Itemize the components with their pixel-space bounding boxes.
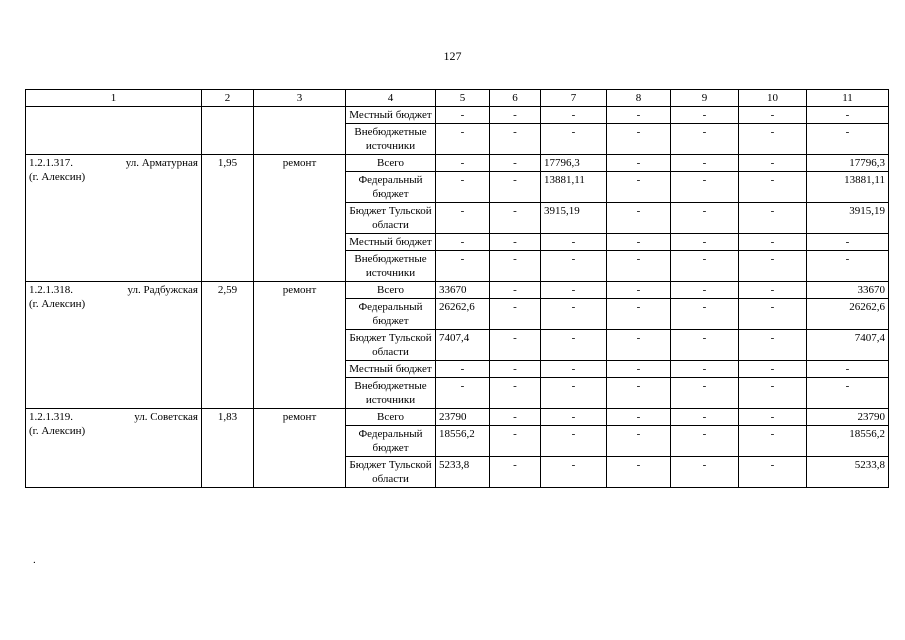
- value-cell-col7: -: [541, 361, 607, 378]
- value-cell-col7: -: [541, 330, 607, 361]
- funding-source-cell: Внебюджетные источники: [346, 378, 436, 409]
- value-cell-col6: -: [490, 234, 541, 251]
- budget-table: [25, 89, 889, 488]
- funding-source-cell: Всего: [346, 155, 436, 172]
- value-cell-col5: 18556,2: [436, 426, 490, 457]
- value-cell-col10: -: [739, 234, 807, 251]
- value-cell-col5: -: [436, 155, 490, 172]
- object-name-cell: [26, 409, 202, 488]
- value-cell-col5: -: [436, 107, 490, 124]
- value-cell-col10: -: [739, 378, 807, 409]
- value-cell-col5: 23790: [436, 409, 490, 426]
- object-code: 1.2.1.318.: [29, 284, 73, 296]
- value-cell-col7: -: [541, 299, 607, 330]
- value-cell-col10: -: [739, 172, 807, 203]
- value-cell-col6: -: [490, 203, 541, 234]
- value-cell-col9: -: [671, 457, 739, 488]
- value-cell-col8: -: [607, 251, 671, 282]
- value-cell-col7: -: [541, 124, 607, 155]
- value-cell-col10: -: [739, 203, 807, 234]
- value-cell-col11: -: [807, 361, 889, 378]
- value-cell-col9: -: [671, 124, 739, 155]
- value-cell-col9: -: [671, 203, 739, 234]
- header-cell: 11: [807, 90, 889, 107]
- value-cell-col9: -: [671, 251, 739, 282]
- empty-cell-col1: [26, 107, 202, 155]
- object-name-cell: [26, 155, 202, 282]
- value-cell-col7: 3915,19: [541, 203, 607, 234]
- value-cell-col8: -: [607, 361, 671, 378]
- value-cell-col8: -: [607, 282, 671, 299]
- header-cell: 4: [346, 90, 436, 107]
- value-cell-col11: 5233,8: [807, 457, 889, 488]
- value-cell-col6: -: [490, 426, 541, 457]
- object-street: ул. Советская: [134, 411, 198, 423]
- object-name-cell: [26, 282, 202, 409]
- object-city: (г. Алексин): [29, 298, 86, 310]
- work-type-cell: ремонт: [254, 282, 346, 409]
- object-code: 1.2.1.319.: [29, 411, 73, 423]
- value-cell-col9: -: [671, 282, 739, 299]
- value-cell-col11: 18556,2: [807, 426, 889, 457]
- funding-source-cell: Бюджет Тульской области: [346, 330, 436, 361]
- value-cell-col6: -: [490, 330, 541, 361]
- value-cell-col10: -: [739, 155, 807, 172]
- value-cell-col11: -: [807, 107, 889, 124]
- page-number: 127: [443, 49, 462, 63]
- header-cell: 3: [254, 90, 346, 107]
- value-cell-col9: -: [671, 378, 739, 409]
- object-city: (г. Алексин): [29, 171, 86, 183]
- funding-source-cell: Внебюджетные источники: [346, 251, 436, 282]
- value-cell-col10: -: [739, 282, 807, 299]
- value-cell-col8: -: [607, 107, 671, 124]
- funding-source-cell: Местный бюджет: [346, 361, 436, 378]
- value-cell-col7: -: [541, 378, 607, 409]
- header-cell: 7: [541, 90, 607, 107]
- table-row: [26, 409, 889, 426]
- value-cell-col11: 33670: [807, 282, 889, 299]
- value-cell-col9: -: [671, 409, 739, 426]
- value-cell-col9: -: [671, 107, 739, 124]
- value-cell-col8: -: [607, 457, 671, 488]
- value-cell-col10: -: [739, 457, 807, 488]
- value-cell-col10: -: [739, 251, 807, 282]
- value-cell-col9: -: [671, 299, 739, 330]
- table-row: [26, 155, 889, 172]
- funding-source-cell: Внебюджетные источники: [346, 124, 436, 155]
- value-cell-col6: -: [490, 457, 541, 488]
- value-cell-col11: -: [807, 234, 889, 251]
- value-cell-col8: -: [607, 124, 671, 155]
- funding-source-cell: Всего: [346, 282, 436, 299]
- value-cell-col11: 23790: [807, 409, 889, 426]
- value-cell-col5: 7407,4: [436, 330, 490, 361]
- value-cell-col8: -: [607, 378, 671, 409]
- empty-cell-col2: [202, 107, 254, 155]
- value-cell-col10: -: [739, 299, 807, 330]
- value-cell-col7: -: [541, 251, 607, 282]
- value-cell-col11: -: [807, 378, 889, 409]
- work-type-cell: ремонт: [254, 155, 346, 282]
- value-cell-col10: -: [739, 330, 807, 361]
- value-cell-col5: 26262,6: [436, 299, 490, 330]
- value-cell-col8: -: [607, 426, 671, 457]
- value-cell-col11: 17796,3: [807, 155, 889, 172]
- object-street: ул. Арматурная: [125, 157, 198, 169]
- value-cell-col5: -: [436, 251, 490, 282]
- value-cell-col11: -: [807, 124, 889, 155]
- object-street: ул. Радбужская: [127, 284, 198, 296]
- value-cell-col5: -: [436, 361, 490, 378]
- value-cell-col9: -: [671, 426, 739, 457]
- header-cell: 8: [607, 90, 671, 107]
- table-body: [26, 90, 889, 488]
- value-cell-col5: 5233,8: [436, 457, 490, 488]
- value-cell-col7: -: [541, 234, 607, 251]
- value-cell-col9: -: [671, 361, 739, 378]
- value-cell-col9: -: [671, 330, 739, 361]
- value-cell-col11: 7407,4: [807, 330, 889, 361]
- funding-source-cell: Местный бюджет: [346, 107, 436, 124]
- value-cell-col11: -: [807, 251, 889, 282]
- value-cell-col6: -: [490, 124, 541, 155]
- value-cell-col10: -: [739, 107, 807, 124]
- value-cell-col6: -: [490, 299, 541, 330]
- value-cell-col11: 3915,19: [807, 203, 889, 234]
- value-cell-col9: -: [671, 155, 739, 172]
- value-cell-col5: 33670: [436, 282, 490, 299]
- value-cell-col7: 17796,3: [541, 155, 607, 172]
- value-cell-col7: -: [541, 409, 607, 426]
- value-cell-col7: -: [541, 107, 607, 124]
- header-cell: 1: [26, 90, 202, 107]
- value-cell-col7: -: [541, 282, 607, 299]
- value-cell-col6: -: [490, 107, 541, 124]
- value-cell-col6: -: [490, 361, 541, 378]
- value-cell-col9: -: [671, 234, 739, 251]
- value-cell-col11: 13881,11: [807, 172, 889, 203]
- value-cell-col6: -: [490, 409, 541, 426]
- value-cell-col5: -: [436, 234, 490, 251]
- funding-source-cell: Бюджет Тульской области: [346, 203, 436, 234]
- value-cell-col7: -: [541, 426, 607, 457]
- header-row: [26, 90, 889, 107]
- object-length-cell: 1,83: [202, 409, 254, 488]
- value-cell-col10: -: [739, 426, 807, 457]
- header-cell: 9: [671, 90, 739, 107]
- value-cell-col5: -: [436, 124, 490, 155]
- header-cell: 10: [739, 90, 807, 107]
- object-city: (г. Алексин): [29, 425, 86, 437]
- object-length-cell: 1,95: [202, 155, 254, 282]
- value-cell-col8: -: [607, 203, 671, 234]
- value-cell-col5: -: [436, 378, 490, 409]
- value-cell-col10: -: [739, 361, 807, 378]
- value-cell-col9: -: [671, 172, 739, 203]
- value-cell-col6: -: [490, 155, 541, 172]
- value-cell-col6: -: [490, 251, 541, 282]
- value-cell-col7: 13881,11: [541, 172, 607, 203]
- value-cell-col6: -: [490, 282, 541, 299]
- stray-mark: .: [33, 554, 36, 566]
- value-cell-col8: -: [607, 330, 671, 361]
- empty-cell-col3: [254, 107, 346, 155]
- funding-source-cell: Всего: [346, 409, 436, 426]
- funding-source-cell: Бюджет Тульской области: [346, 457, 436, 488]
- object-length-cell: 2,59: [202, 282, 254, 409]
- funding-source-cell: Федеральный бюджет: [346, 426, 436, 457]
- header-cell: 6: [490, 90, 541, 107]
- table-row: [26, 282, 889, 299]
- funding-source-cell: Федеральный бюджет: [346, 172, 436, 203]
- value-cell-col10: -: [739, 409, 807, 426]
- funding-source-cell: Местный бюджет: [346, 234, 436, 251]
- value-cell-col6: -: [490, 172, 541, 203]
- value-cell-col7: -: [541, 457, 607, 488]
- header-cell: 2: [202, 90, 254, 107]
- work-type-cell: ремонт: [254, 409, 346, 488]
- value-cell-col5: -: [436, 203, 490, 234]
- object-code: 1.2.1.317.: [29, 157, 73, 169]
- table-row: [26, 107, 889, 124]
- funding-source-cell: Федеральный бюджет: [346, 299, 436, 330]
- value-cell-col6: -: [490, 378, 541, 409]
- value-cell-col8: -: [607, 409, 671, 426]
- value-cell-col10: -: [739, 124, 807, 155]
- value-cell-col5: -: [436, 172, 490, 203]
- value-cell-col8: -: [607, 299, 671, 330]
- value-cell-col11: 26262,6: [807, 299, 889, 330]
- header-cell: 5: [436, 90, 490, 107]
- value-cell-col8: -: [607, 155, 671, 172]
- value-cell-col8: -: [607, 234, 671, 251]
- value-cell-col8: -: [607, 172, 671, 203]
